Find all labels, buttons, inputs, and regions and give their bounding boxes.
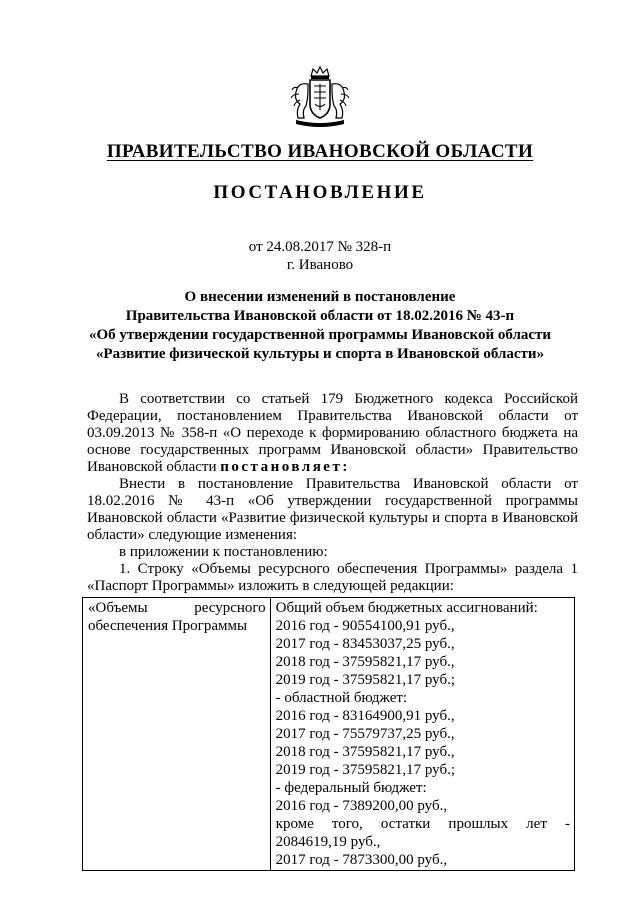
resources-table bbox=[82, 597, 575, 871]
body-paragraph: в приложении к постановлению: bbox=[119, 544, 328, 560]
table-value-line: кроме того, остатки прошлых лет - bbox=[275, 816, 570, 832]
table-cell-label: «Объемы ресурсного обеспечения Программы bbox=[83, 598, 271, 871]
body-paragraph bbox=[87, 391, 578, 476]
table-value-line: 2017 год - 7873300,00 руб., bbox=[275, 852, 448, 868]
subject-line: О внесении изменений в постановление bbox=[184, 289, 456, 305]
table-value-line: - федеральный бюджет: bbox=[275, 780, 427, 796]
coat-of-arms-emblem bbox=[286, 64, 354, 132]
table-value-line: - областной бюджет: bbox=[275, 690, 408, 706]
body-paragraph: 1. Строку «Объемы ресурсного обеспечения Программы» раздела 1 «Паспорт Программы» изложить в следующей редакции: bbox=[87, 561, 578, 594]
table-value-line: Общий объем бюджетных ассигнований: bbox=[275, 600, 538, 616]
table-value-line: 2016 год - 7389200,00 руб., bbox=[275, 798, 448, 814]
document-city: г. Иваново bbox=[286, 257, 354, 273]
government-title: ПРАВИТЕЛЬСТВО ИВАНОВСКОЙ ОБЛАСТИ bbox=[106, 141, 534, 162]
document-subject bbox=[60, 288, 580, 364]
subject-line: Правительства Ивановской области от 18.02.2016 № 43-п bbox=[125, 308, 515, 324]
document-date-number: от 24.08.2017 № 328-п bbox=[248, 239, 392, 255]
resolution-keyword: постановляет: bbox=[220, 459, 350, 475]
document-type: ПОСТАНОВЛЕНИЕ bbox=[213, 182, 427, 203]
table-value-line: 2017 год - 75579737,25 руб., bbox=[275, 726, 455, 742]
table-value-line: 2017 год - 83453037,25 руб., bbox=[275, 636, 455, 652]
table-value-line: 2019 год - 37595821,17 руб.; bbox=[275, 762, 456, 778]
subject-line: «Об утверждении государственной программы Ивановской области bbox=[88, 327, 552, 343]
table-value-line: 2018 год - 37595821,17 руб., bbox=[275, 654, 455, 670]
table-value-line: 2019 год - 37595821,17 руб.; bbox=[275, 672, 456, 688]
table-value-line: 2018 год - 37595821,17 руб., bbox=[275, 744, 455, 760]
table-value-line: 2084619,19 руб., bbox=[275, 834, 381, 850]
body-paragraph: Внести в постановление Правительства Ивановской области от 18.02.2016 № 43-п «Об утверждении государственной программы Ивановской области «Развитие физической культуры и спорта в Ивановской области» следующие изменения: bbox=[87, 476, 578, 543]
document-body bbox=[87, 391, 578, 595]
subject-line: «Развитие физической культуры и спорта в Ивановской области» bbox=[95, 346, 545, 362]
table-cell-values bbox=[270, 598, 574, 871]
table-row bbox=[83, 598, 575, 871]
body-paragraph-text: В соответствии со статьей 179 Бюджетного кодекса Российской Федерации, постановлением Правительства Ивановской области от 03.09.2013 № 358-п «О переходе к формированию областного бюджета на основе государственных программ Ивановской области» Правительство Ивановской области bbox=[87, 391, 578, 475]
table-value-line: 2016 год - 83164900,91 руб., bbox=[275, 708, 455, 724]
table-value-line: 2016 год - 90554100,91 руб., bbox=[275, 618, 455, 634]
